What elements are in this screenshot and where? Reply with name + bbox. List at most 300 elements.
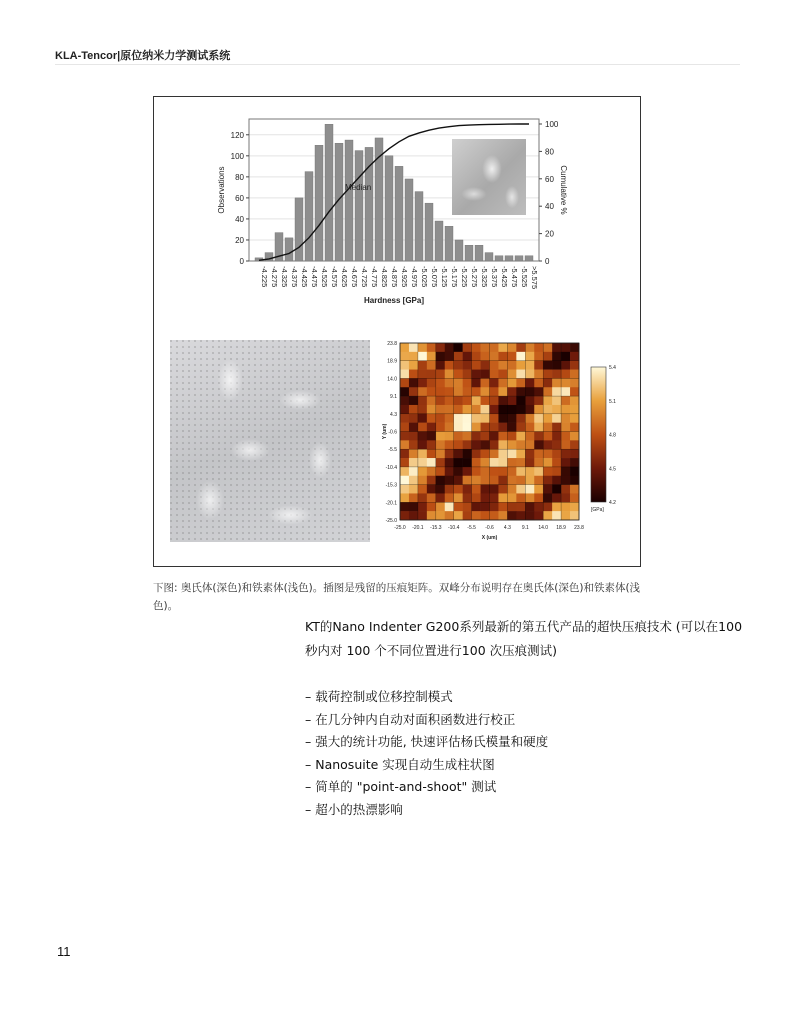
- heatmap-cell: [498, 396, 507, 405]
- heatmap-cell: [490, 502, 499, 511]
- heatmap-cell: [427, 476, 436, 485]
- heatmap-cell: [570, 414, 579, 423]
- histogram-bar: [345, 140, 353, 261]
- heatmap-cell: [570, 370, 579, 379]
- heatmap-cell: [516, 432, 525, 441]
- x-axis-label: Hardness [GPa]: [363, 296, 425, 305]
- x-tick-label: >5.575: [530, 266, 539, 290]
- heatmap-cell: [507, 414, 516, 423]
- heatmap-cell: [534, 432, 543, 441]
- heatmap-cell: [507, 343, 516, 352]
- heatmap-cell: [543, 405, 552, 414]
- heatmap-cell: [481, 414, 490, 423]
- heatmap-cell: [561, 378, 570, 387]
- heatmap-cell: [570, 511, 579, 520]
- heatmap-cell: [418, 396, 427, 405]
- histogram-bar: [385, 156, 393, 261]
- heatmap-cell: [543, 485, 552, 494]
- heatmap-cell: [445, 396, 454, 405]
- heatmap-cell: [534, 449, 543, 458]
- heatmap-cell: [552, 343, 561, 352]
- heatmap-cell: [400, 485, 409, 494]
- colorbar-tick-label: 5.4: [609, 365, 616, 371]
- heatmap-cell: [570, 502, 579, 511]
- heatmap-cell: [427, 502, 436, 511]
- heatmap-cell: [570, 493, 579, 502]
- heatmap-cell: [427, 432, 436, 441]
- heatmap-cell: [498, 502, 507, 511]
- heatmap-cell: [561, 467, 570, 476]
- heatmap-cell: [507, 511, 516, 520]
- heatmap-cell: [507, 440, 516, 449]
- heatmap-cell: [507, 485, 516, 494]
- heatmap-cell: [498, 467, 507, 476]
- heatmap-cell: [409, 423, 418, 432]
- histogram-bar: [495, 256, 503, 261]
- heatmap-y-tick-label: 14.0: [387, 376, 397, 383]
- heatmap-cell: [463, 396, 472, 405]
- heatmap-y-tick-label: -0.6: [388, 429, 397, 436]
- heatmap-cell: [534, 440, 543, 449]
- heatmap-cell: [570, 440, 579, 449]
- histogram-bar: [465, 245, 473, 261]
- heatmap-cell: [516, 511, 525, 520]
- heatmap-cell: [436, 361, 445, 370]
- heatmap-cell: [516, 387, 525, 396]
- heatmap-cell: [543, 414, 552, 423]
- heatmap-cell: [445, 432, 454, 441]
- heatmap-cell: [481, 396, 490, 405]
- heatmap-cell: [463, 423, 472, 432]
- heatmap-cell: [409, 449, 418, 458]
- heatmap-cell: [561, 449, 570, 458]
- heatmap-y-axis-label: Y (um): [382, 423, 388, 440]
- histogram-bar: [435, 221, 443, 261]
- heatmap-cell: [472, 405, 481, 414]
- heatmap-cell: [427, 449, 436, 458]
- heatmap-cell: [400, 378, 409, 387]
- heatmap-cell: [525, 458, 534, 467]
- heatmap-cell: [516, 361, 525, 370]
- heatmap-cell: [490, 511, 499, 520]
- histogram-bar: [505, 256, 513, 261]
- heatmap-cell: [552, 361, 561, 370]
- heatmap-cell: [516, 405, 525, 414]
- y2-tick-label: 20: [545, 229, 554, 239]
- x-tick-label: -4.575: [330, 266, 339, 288]
- heatmap-cell: [525, 405, 534, 414]
- feature-item: – 超小的热漂影响: [305, 801, 403, 817]
- heatmap-cell: [570, 476, 579, 485]
- heatmap-cell: [418, 449, 427, 458]
- heatmap-cell: [436, 440, 445, 449]
- heatmap-cell: [445, 440, 454, 449]
- heatmap-cell: [472, 511, 481, 520]
- heatmap-cell: [472, 502, 481, 511]
- heatmap-cell: [534, 361, 543, 370]
- heatmap-x-tick-label: -0.6: [485, 525, 494, 531]
- histogram-bar: [405, 179, 413, 261]
- heatmap-cell: [445, 370, 454, 379]
- y-tick-label: 20: [235, 235, 244, 245]
- heatmap-cell: [507, 476, 516, 485]
- histogram-bar: [285, 238, 293, 261]
- heatmap-cell: [516, 423, 525, 432]
- heatmap-cell: [463, 440, 472, 449]
- heatmap-cell: [418, 378, 427, 387]
- heatmap-x-axis-label: X (um): [481, 535, 498, 541]
- heatmap-cell: [409, 405, 418, 414]
- heatmap-cell: [481, 423, 490, 432]
- histogram-bar: [395, 166, 403, 261]
- x-tick-label: -5.275: [470, 266, 479, 288]
- heatmap-cell: [454, 511, 463, 520]
- heatmap-cell: [561, 511, 570, 520]
- heatmap-cell: [534, 485, 543, 494]
- median-annotation: Median: [345, 183, 372, 192]
- heatmap-cell: [472, 387, 481, 396]
- heatmap-cell: [481, 502, 490, 511]
- heatmap-cell: [445, 485, 454, 494]
- heatmap-cell: [561, 432, 570, 441]
- heatmap-cell: [445, 343, 454, 352]
- x-tick-label: -5.025: [420, 266, 429, 288]
- heatmap-cell: [418, 414, 427, 423]
- y-tick-label: 40: [235, 214, 244, 224]
- inset-micrograph-image: [452, 139, 526, 215]
- heatmap-cell: [525, 361, 534, 370]
- heatmap-cell: [409, 370, 418, 379]
- heatmap-cell: [570, 449, 579, 458]
- heatmap-cell: [445, 511, 454, 520]
- heatmap-cell: [561, 502, 570, 511]
- heatmap-cell: [552, 378, 561, 387]
- heatmap-cell: [543, 378, 552, 387]
- heatmap-cell: [525, 387, 534, 396]
- heatmap-cell: [516, 396, 525, 405]
- heatmap-cell: [427, 458, 436, 467]
- heatmap-cell: [543, 458, 552, 467]
- heatmap-cell: [570, 432, 579, 441]
- heatmap-cell: [543, 423, 552, 432]
- heatmap-cell: [418, 502, 427, 511]
- heatmap-cell: [498, 378, 507, 387]
- micrograph-image: [170, 340, 370, 542]
- heatmap-cell: [409, 432, 418, 441]
- x-tick-label: -5.475: [510, 266, 519, 288]
- heatmap-cell: [507, 387, 516, 396]
- heatmap-cell: [418, 405, 427, 414]
- heatmap-cell: [481, 440, 490, 449]
- heatmap-cell: [534, 352, 543, 361]
- heatmap-cell: [436, 343, 445, 352]
- heatmap-cell: [454, 485, 463, 494]
- heatmap-cell: [490, 449, 499, 458]
- heatmap-cell: [445, 361, 454, 370]
- heatmap-cell: [561, 423, 570, 432]
- heatmap-cell: [534, 378, 543, 387]
- heatmap-cell: [561, 396, 570, 405]
- heatmap-y-tick-label: -10.4: [385, 464, 397, 471]
- feature-item: – Nanosuite 实现自动生成柱状图: [305, 756, 495, 772]
- heatmap-cell: [481, 458, 490, 467]
- heatmap-cell: [543, 493, 552, 502]
- heatmap-y-tick-label: 18.9: [387, 358, 397, 365]
- heatmap-cell: [525, 449, 534, 458]
- heatmap-cell: [552, 511, 561, 520]
- heatmap-cell: [534, 414, 543, 423]
- x-tick-label: -5.125: [440, 266, 449, 288]
- heatmap-y-tick-label: 9.1: [390, 394, 397, 401]
- heatmap-cell: [534, 405, 543, 414]
- histogram-bar: [485, 253, 493, 261]
- heatmap-cell: [534, 387, 543, 396]
- heatmap-cell: [490, 476, 499, 485]
- colorbar-tick-label: 4.5: [609, 466, 616, 473]
- heatmap-cell: [454, 467, 463, 476]
- heatmap-cell: [436, 414, 445, 423]
- heatmap-cell: [543, 370, 552, 379]
- intro-paragraph: KT的Nano Indenter G200系列最新的第五代产品的超快压痕技术 (可以在100 秒内对 100 个不同位置进行100 次压痕测试): [305, 619, 743, 658]
- heatmap-cell: [418, 493, 427, 502]
- heatmap-cell: [534, 467, 543, 476]
- heatmap-cell: [436, 502, 445, 511]
- heatmap-cell: [427, 378, 436, 387]
- heatmap-cell: [490, 361, 499, 370]
- heatmap-x-tick-label: -25.0: [394, 525, 406, 531]
- heatmap-cell: [463, 432, 472, 441]
- heatmap-cell: [409, 511, 418, 520]
- histogram-bar: [455, 240, 463, 261]
- heatmap-cell: [498, 361, 507, 370]
- heatmap-cell: [516, 370, 525, 379]
- heatmap-cell: [454, 414, 463, 423]
- heatmap-cell: [525, 370, 534, 379]
- histogram-bar: [515, 256, 523, 261]
- heatmap-cell: [507, 352, 516, 361]
- figure-caption: 下图: 奥氏体(深色)和铁素体(浅色)。插图是残留的压痕矩阵。双峰分布说明存在奥氏体(深色)和铁素体(浅色)。: [153, 582, 641, 612]
- heatmap-cell: [552, 476, 561, 485]
- heatmap-cell: [534, 476, 543, 485]
- heatmap-cell: [561, 405, 570, 414]
- heatmap-cell: [507, 405, 516, 414]
- page-header-title: KLA-Tencor|原位纳米力学测试系统: [55, 50, 231, 62]
- heatmap-cell: [454, 361, 463, 370]
- heatmap-cell: [436, 423, 445, 432]
- heatmap-cell: [525, 493, 534, 502]
- heatmap-cell: [561, 458, 570, 467]
- heatmap-cell: [561, 343, 570, 352]
- heatmap-cell: [534, 343, 543, 352]
- heatmap-cell: [400, 361, 409, 370]
- colorbar-tick-label: 4.8: [609, 432, 616, 439]
- y2-tick-label: 60: [545, 174, 554, 184]
- heatmap-cell: [436, 370, 445, 379]
- heatmap-cell: [481, 485, 490, 494]
- heatmap-cell: [472, 458, 481, 467]
- heatmap-cell: [472, 396, 481, 405]
- y-tick-label: 60: [235, 193, 244, 203]
- heatmap-cell: [481, 405, 490, 414]
- heatmap-cell: [427, 440, 436, 449]
- heatmap-cell: [534, 423, 543, 432]
- heatmap-cell: [454, 440, 463, 449]
- heatmap-cell: [507, 378, 516, 387]
- heatmap-cell: [427, 511, 436, 520]
- x-tick-label: -4.725: [360, 266, 369, 288]
- heatmap-cell: [400, 387, 409, 396]
- heatmap-cell: [507, 396, 516, 405]
- heatmap-cell: [463, 485, 472, 494]
- heatmap-cell: [463, 476, 472, 485]
- x-tick-label: -4.975: [410, 266, 419, 288]
- heatmap-cell: [454, 387, 463, 396]
- x-tick-label: -5.225: [460, 266, 469, 288]
- heatmap-cell: [507, 449, 516, 458]
- heatmap-cell: [570, 387, 579, 396]
- heatmap-cell: [418, 467, 427, 476]
- heatmap-cell: [490, 370, 499, 379]
- heatmap-cell: [445, 476, 454, 485]
- heatmap-cell: [534, 458, 543, 467]
- heatmap-cell: [472, 370, 481, 379]
- heatmap-cell: [454, 405, 463, 414]
- heatmap-cell: [427, 493, 436, 502]
- heatmap-cell: [463, 387, 472, 396]
- heatmap-cell: [445, 449, 454, 458]
- heatmap-cell: [552, 423, 561, 432]
- feature-item: – 在几分钟内自动对面积函数进行校正: [305, 711, 516, 727]
- heatmap-cell: [490, 458, 499, 467]
- colorbar-tick-label: 5.1: [609, 398, 616, 405]
- heatmap-cell: [463, 414, 472, 423]
- heatmap-cell: [516, 440, 525, 449]
- y-tick-label: 80: [235, 172, 244, 182]
- heatmap-cell: [472, 440, 481, 449]
- heatmap-cell: [525, 476, 534, 485]
- heatmap-cell: [418, 485, 427, 494]
- x-tick-label: -4.925: [400, 266, 409, 288]
- feature-list: [305, 686, 548, 821]
- heatmap-cell: [436, 485, 445, 494]
- heatmap-cell: [463, 502, 472, 511]
- heatmap-cell: [534, 370, 543, 379]
- heatmap-cell: [570, 467, 579, 476]
- x-tick-label: -4.325: [280, 266, 289, 288]
- feature-item: – 载荷控制或位移控制模式: [305, 689, 453, 704]
- heatmap-cell: [454, 378, 463, 387]
- heatmap-cell: [490, 352, 499, 361]
- x-tick-label: -4.875: [390, 266, 399, 288]
- heatmap-cell: [543, 467, 552, 476]
- heatmap-cell: [472, 378, 481, 387]
- heatmap-cell: [543, 343, 552, 352]
- heatmap-cell: [543, 440, 552, 449]
- heatmap-cell: [543, 396, 552, 405]
- heatmap-cell: [570, 396, 579, 405]
- heatmap-cell: [454, 432, 463, 441]
- heatmap-cell: [570, 405, 579, 414]
- heatmap-x-tick-label: 23.8: [574, 525, 584, 531]
- heatmap-cell: [400, 352, 409, 361]
- heatmap-cell: [561, 493, 570, 502]
- heatmap-y-tick-label: 23.8: [387, 341, 397, 347]
- y2-tick-label: 0: [545, 257, 550, 266]
- heatmap-cell: [481, 343, 490, 352]
- histogram-bar: [475, 245, 483, 261]
- heatmap-cell: [543, 511, 552, 520]
- heatmap-cell: [498, 370, 507, 379]
- heatmap-cell: [427, 387, 436, 396]
- histogram-bar: [315, 145, 323, 261]
- heatmap-cell: [525, 511, 534, 520]
- heatmap-cell: [409, 502, 418, 511]
- x-tick-label: -4.825: [380, 266, 389, 288]
- heatmap-cell: [516, 449, 525, 458]
- heatmap-cell: [472, 449, 481, 458]
- colorbar: [591, 367, 606, 502]
- heatmap-cell: [570, 343, 579, 352]
- heatmap-cell: [409, 467, 418, 476]
- page-number: 11: [57, 944, 71, 959]
- heatmap-cell: [418, 423, 427, 432]
- heatmap-cell: [472, 476, 481, 485]
- heatmap-cell: [543, 361, 552, 370]
- heatmap-cell: [409, 396, 418, 405]
- heatmap-cell: [498, 423, 507, 432]
- heatmap-cell: [516, 458, 525, 467]
- y-axis-label: Observations: [217, 166, 226, 214]
- heatmap-cell: [561, 387, 570, 396]
- heatmap-cell: [516, 378, 525, 387]
- heatmap-cell: [418, 352, 427, 361]
- heatmap-cell: [490, 493, 499, 502]
- y-tick-label: 120: [230, 130, 244, 140]
- heatmap-cell: [516, 414, 525, 423]
- heatmap-cell: [525, 378, 534, 387]
- heatmap-cell: [552, 387, 561, 396]
- heatmap-cell: [445, 405, 454, 414]
- heatmap-cell: [409, 458, 418, 467]
- heatmap-cell: [472, 467, 481, 476]
- heatmap-y-tick-label: -15.3: [385, 482, 397, 489]
- x-tick-label: -5.175: [450, 266, 459, 288]
- heatmap-cell: [570, 485, 579, 494]
- heatmap-cell: [481, 432, 490, 441]
- heatmap-cell: [534, 502, 543, 511]
- heatmap-cell: [463, 449, 472, 458]
- heatmap-cell: [490, 485, 499, 494]
- heatmap-cell: [552, 440, 561, 449]
- heatmap-cell: [570, 378, 579, 387]
- heatmap-cell: [490, 414, 499, 423]
- x-tick-label: -5.375: [490, 266, 499, 288]
- x-tick-label: -4.525: [320, 266, 329, 288]
- heatmap-x-tick-label: 9.1: [521, 525, 529, 531]
- heatmap-cell: [552, 414, 561, 423]
- heatmap-x-tick-label: 4.3: [503, 525, 511, 531]
- heatmap-cell: [418, 511, 427, 520]
- feature-item: – 简单的 "point-and-shoot" 测试: [305, 779, 497, 794]
- heatmap-cell: [472, 485, 481, 494]
- heatmap-cell: [525, 432, 534, 441]
- heatmap-cell: [418, 432, 427, 441]
- heatmap-cell: [400, 449, 409, 458]
- x-tick-label: -4.625: [340, 266, 349, 288]
- heatmap-cell: [525, 396, 534, 405]
- y-tick-label: 0: [239, 257, 244, 266]
- heatmap-cell: [525, 343, 534, 352]
